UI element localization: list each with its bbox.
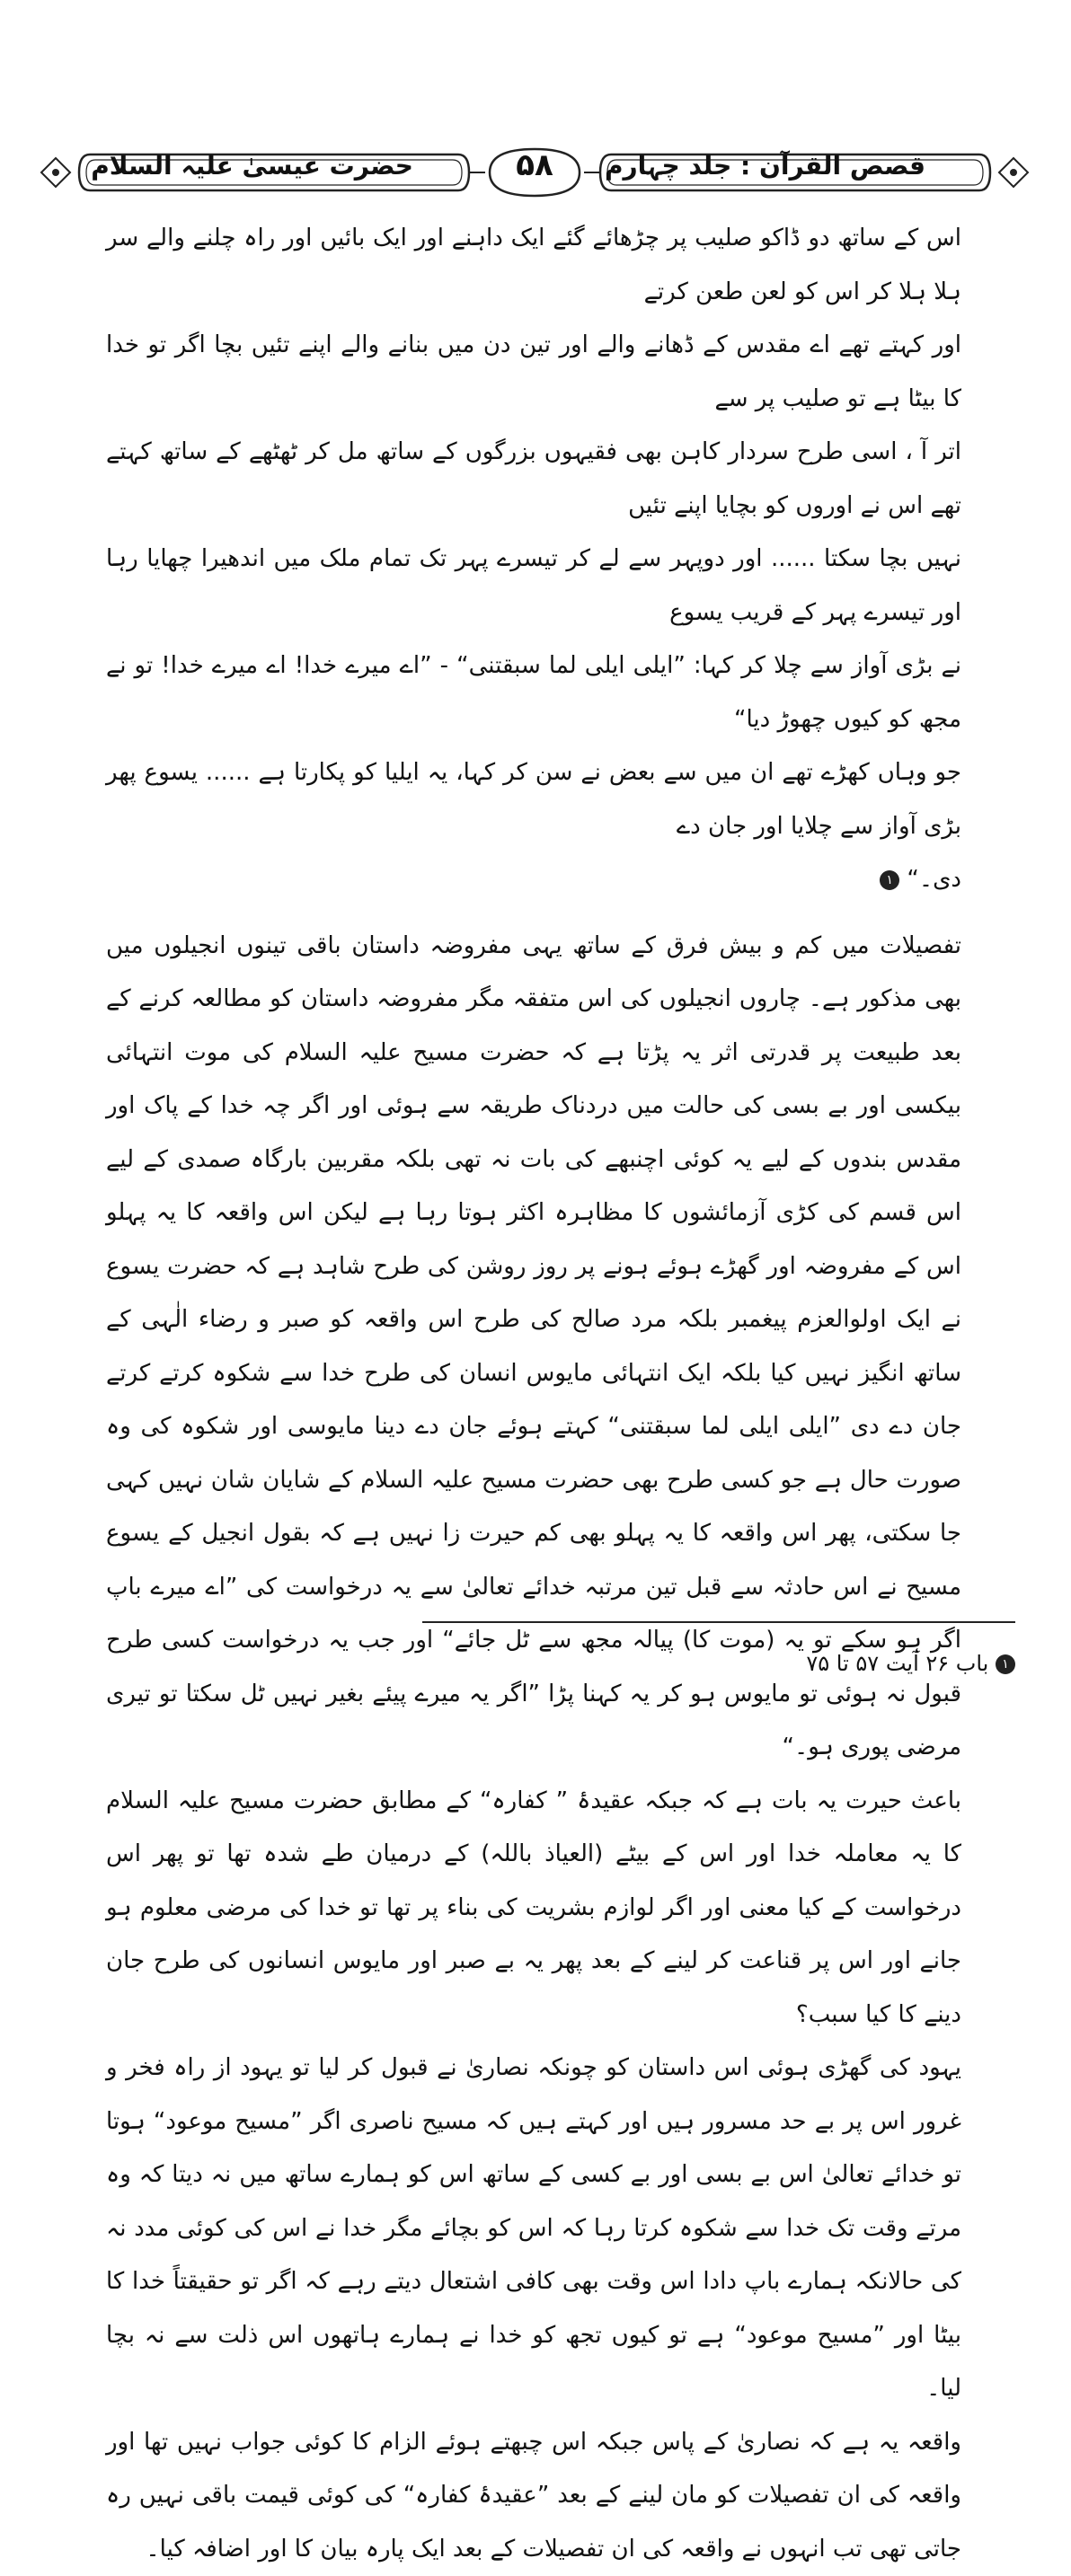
quote-line: نہیں بچا سکتا ...... اور دوپہر سے لے کر تیسرے پہر تک تمام ملک میں اندھیرا چھایا رہا اور تیسرے پہر کے قریب یسوع (106, 533, 1005, 640)
paragraph-3: یہود کی گھڑی ہوئی اس داستان کو چونکہ نصاریٰ نے قبول کر لیا تو یہود از راہ فخر و غرور اس پر بے حد مسرور ہیں اور کہتے ہیں کہ مسیح ناصری اگر ”مسیح موعود“ ہوتا تو خدائے تعالیٰ اس بے بسی اور بے کسی کے ساتھ اس کو ہمارے ساتھ میں نہ دیتا کہ وہ مرتے وقت تک خدا سے شکوہ کرتا رہا کہ اس کو بچائے مگر خدا نے اس کی کوئی مدد نہ کی حالانکہ ہمارے باپ دادا اس وقت بھی کافی اشتعال دیتے رہے کہ اگر تو حقیقتاً خدا کا بیٹا اور ”مسیح موعود“ ہے تو کیوں تجھ کو خدا نے ہمارے ہاتھوں اس ذلت سے نہ بچا لیا۔ (106, 2042, 1005, 2416)
book-title: قصص القرآن : جلد چہارم (656, 151, 925, 181)
quote-line: اتر آ ، اسی طرح سردار کاہن بھی فقیہوں بزرگوں کے ساتھ مل کر ٹھٹھے کے ساتھ کہتے تھے اس نے اوروں کو بچایا اپنے تئیں (106, 426, 1005, 533)
page-number: ۵۸ (490, 147, 580, 183)
paragraph-2: باعث حیرت یہ بات ہے کہ جبکہ عقیدۂ ” کفارہ“ کے مطابق حضرت مسیح علیہ السلام کا یہ معاملہ خدا اور اس کے بیٹے (العیاذ باللہ) کے درمیان طے شدہ تھا تو پھر اس درخواست کے کیا معنی اور اگر لوازم بشریت کی بناء پر تھا تو خدا کی مرضی معلوم ہو جانے اور اس پر قناعت کر لینے کے بعد پھر یہ بے صبر اور مایوس انسانوں کی طرح جان دینے کا کیا سبب؟ (106, 1775, 1005, 2042)
quote-line: اس کے ساتھ دو ڈاکو صلیب پر چڑھائے گئے ایک داہنے اور ایک بائیں اور راہ چلنے والے سر ہلا ہلا کر اس کو لعن طعن کرتے (106, 212, 1005, 319)
paragraph-spacer (106, 907, 1005, 920)
footnote-divider (422, 1621, 1015, 1623)
quote-line: اور کہتے تھے اے مقدس کے ڈھانے والے اور تین دن میں بنانے والے اپنے تئیں بچا اگر تو خدا کا بیٹا ہے تو صلیب پر سے (106, 319, 1005, 426)
footnote-text: باب ۲۶ آیت ۵۷ تا ۷۵ (806, 1651, 988, 1676)
paragraph-1: تفصیلات میں کم و بیش فرق کے ساتھ یہی مفروضہ داستان باقی تینوں انجیلوں میں بھی مذکور ہے۔ چاروں انجیلوں کی اس متفقہ مگر مفروضہ داستان کو مطالعہ کرنے کے بعد طبیعت پر قدرتی اثر یہ پڑتا ہے کہ حضرت مسیح علیہ السلام کی موت انتہائی بیکسی اور بے بسی کی حالت میں دردناک طریقہ سے ہوئی اور اگر چہ خدا کے پاک اور مقدس بندوں کے لیے یہ کوئی اچنبھے کی بات نہ تھی بلکہ مقربین بارگاہ صمدی کے لیے اس قسم کی کڑی آزمائشوں کا مظاہرہ اکثر ہوتا رہا ہے لیکن اس واقعہ کا یہ پہلو اس کے مفروضہ اور گھڑے ہوئے ہونے پر روز روشن کی طرح شاہد ہے کہ حضرت یسوع نے ایک اولوالعزم پیغمبر بلکہ مرد صالح کی طرح اس واقعہ کو صبر و رضاء الٰہی کے ساتھ انگیز نہیں کیا بلکہ ایک انتہائی مایوس انسان کی طرح خدا سے شکوہ کرتے کرتے جان دے دی ”ایلی ایلی لما سبقتنی“ کہتے ہوئے جان دے دینا مایوسی اور شکوہ کی وہ صورت حال ہے جو کسی طرح بھی حضرت مسیح علیہ السلام کے شایان شان نہیں کہی جا سکتی، پھر اس واقعہ کا یہ پہلو بھی کم حیرت زا نہیں ہے کہ بقول انجیل کے یسوع مسیح نے اس حادثہ سے قبل تین مرتبہ خدائے تعالیٰ سے یہ درخواست کی ”اے میرے باپ اگر ہو سکے تو یہ (موت کا) پیالہ مجھ سے ٹل جائے“ اور جب یہ درخواست کسی طرح قبول نہ ہوئی تو مایوس ہو کر یہ کہنا پڑا ”اگر یہ میرے پیئے بغیر نہیں ٹل سکتا تو تیری مرضی پوری ہو۔“ (106, 920, 1005, 1775)
quote-line-text: دی۔“ (907, 866, 961, 893)
page-header (36, 142, 1033, 203)
footnote-mark: ۱ (996, 1654, 1015, 1674)
page-body (106, 212, 1005, 2576)
footnote (629, 1651, 1015, 1676)
quote-line-last (106, 853, 1005, 907)
quote-line: جو وہاں کھڑے تھے ان میں سے بعض نے سن کر کہا، یہ ایلیا کو پکارتا ہے ...... یسوع پھر بڑی آواز سے چلایا اور جان دے (106, 746, 1005, 853)
footnote-reference-mark[interactable]: ۱ (880, 870, 899, 890)
gospel-quote (106, 212, 1005, 907)
chapter-title: حضرت عیسیٰ علیہ السلام (162, 151, 413, 181)
paragraph-4: واقعہ یہ ہے کہ نصاریٰ کے پاس جبکہ اس چبھتے ہوئے الزام کا کوئی جواب نہیں تھا اور واقعہ کی ان تفصیلات کو مان لینے کے بعد ”عقیدۂ کفارہ“ کی کوئی قیمت باقی نہیں رہ جاتی تھی تب انہوں نے واقعہ کی ان تفصیلات کے بعد ایک پارہ بیان کا اور اضافہ کیا۔ (106, 2416, 1005, 2576)
quote-line: نے بڑی آواز سے چلا کر کہا: ”ایلی ایلی لما سبقتنی“ - ”اے میرے خدا! اے میرے خدا! تو نے مجھ کو کیوں چھوڑ دیا“ (106, 640, 1005, 746)
